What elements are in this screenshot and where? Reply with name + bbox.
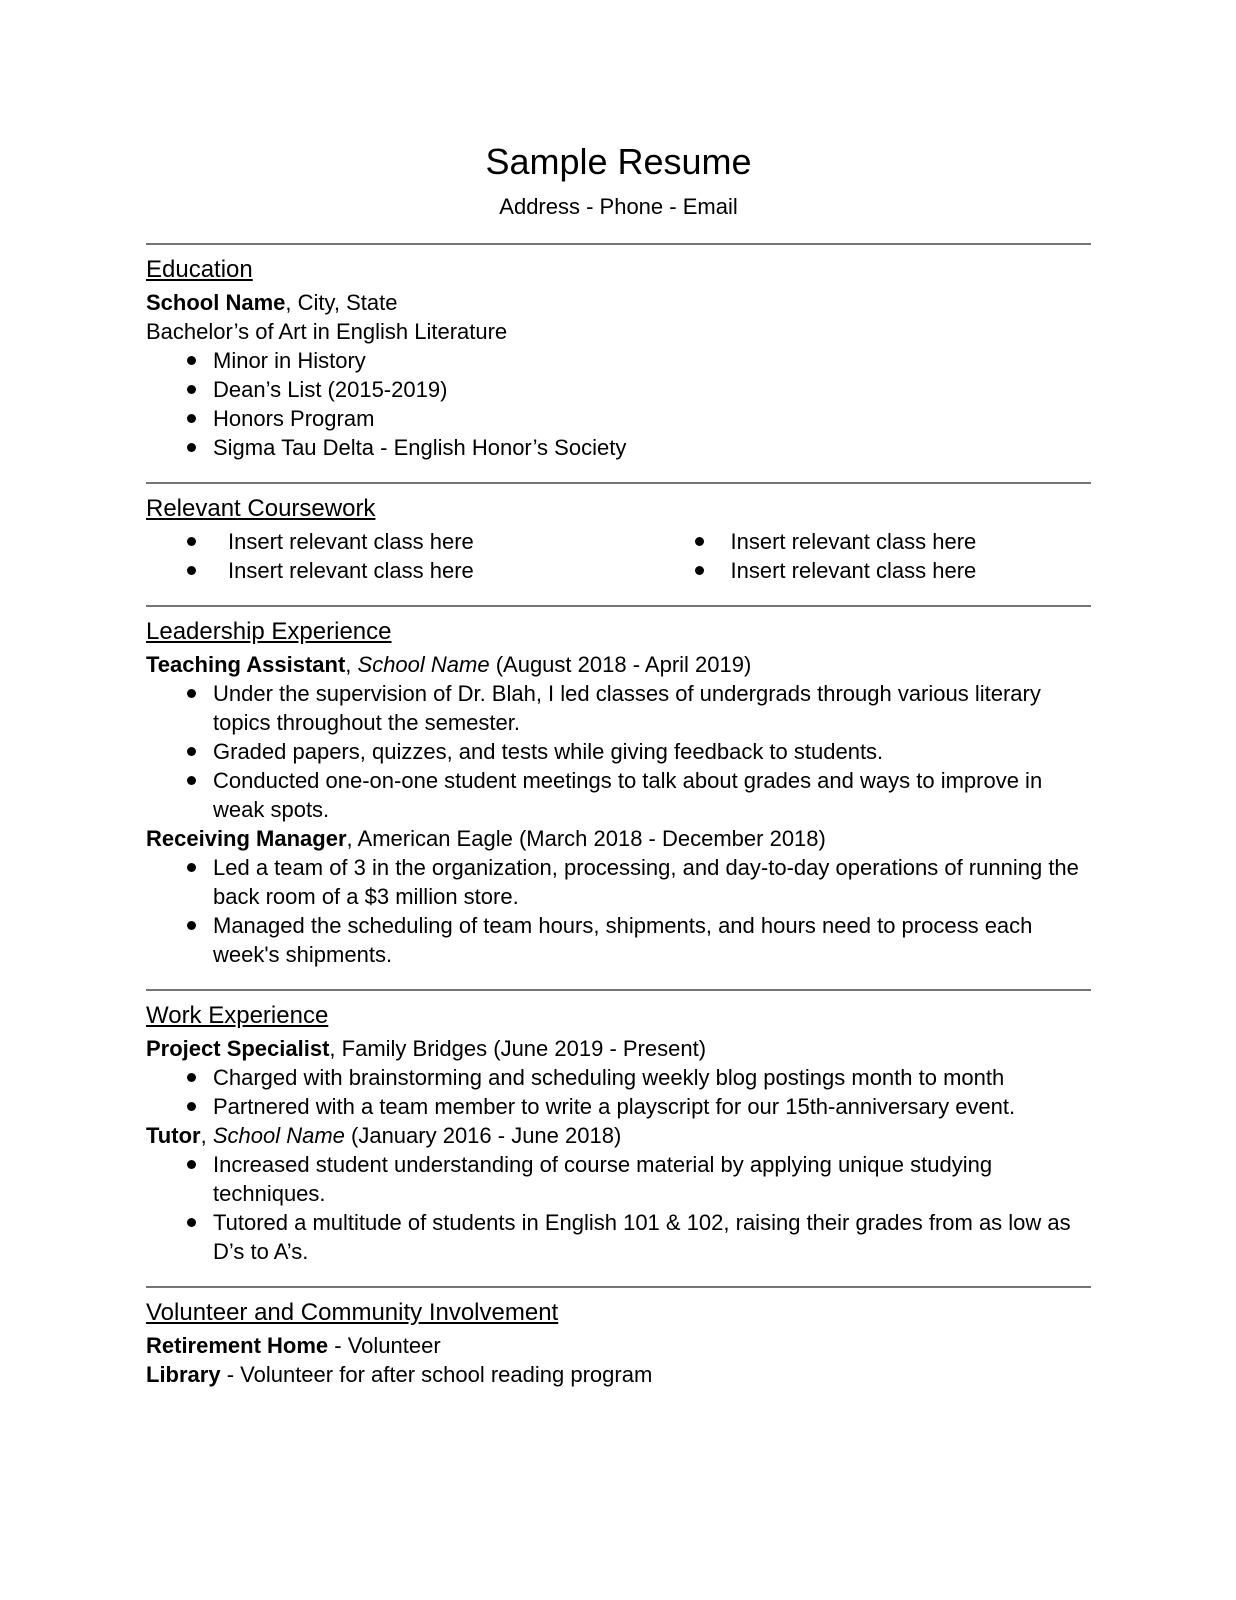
- tutor-bullet-list: [146, 1150, 1091, 1266]
- leadership-heading: Leadership Experience: [146, 618, 392, 645]
- list-item: Sigma Tau Delta - English Honor’s Society: [146, 433, 1091, 462]
- section-divider: [146, 243, 1091, 245]
- organization-date-text: , American Eagle (March 2018 - December 2018): [346, 826, 826, 851]
- organization-text: Retirement Home: [146, 1333, 329, 1358]
- list-item: Under the supervision of Dr. Blah, I led classes of undergrads through various literary topics throughout the semester.: [146, 679, 1091, 737]
- date-range-text: (January 2016 - June 2018): [344, 1123, 622, 1148]
- coursework-columns: [146, 527, 1091, 585]
- organization-text: School Name: [357, 652, 490, 677]
- work-heading: Work Experience: [146, 1002, 329, 1029]
- job-title-text: Receiving Manager: [146, 826, 347, 851]
- entry-title-tutor: [146, 1121, 1091, 1150]
- list-item: Honors Program: [146, 404, 1091, 433]
- list-item: Led a team of 3 in the organization, processing, and day-to-day operations of running the back room of a $3 million store.: [146, 853, 1091, 911]
- contact-line: Address - Phone - Email: [499, 194, 738, 219]
- list-item: Insert relevant class here: [619, 527, 1092, 556]
- list-item: Insert relevant class here: [146, 556, 619, 585]
- volunteer-heading: Volunteer and Community Involvement: [146, 1299, 559, 1326]
- list-item: Managed the scheduling of team hours, shipments, and hours need to process each week's shipments.: [146, 911, 1091, 969]
- job-title-text: Tutor: [146, 1123, 201, 1148]
- volunteer-line-retirement-home: [146, 1331, 1091, 1360]
- teaching-assistant-bullet-list: [146, 679, 1091, 824]
- education-school-line: [146, 288, 1091, 317]
- organization-date-text: , Family Bridges (June 2019 - Present): [329, 1036, 707, 1061]
- list-item: Insert relevant class here: [619, 556, 1092, 585]
- entry-title-teaching-assistant: [146, 650, 1091, 679]
- school-name-text: School Name: [146, 290, 286, 315]
- education-heading: Education: [146, 256, 253, 283]
- section-divider: [146, 482, 1091, 484]
- section-divider: [146, 1286, 1091, 1288]
- list-item: Dean’s List (2015-2019): [146, 375, 1091, 404]
- list-item: Conducted one-on-one student meetings to talk about grades and ways to improve in weak spots.: [146, 766, 1091, 824]
- separator-text: ,: [345, 652, 358, 677]
- section-leadership: [146, 616, 1091, 969]
- volunteer-line-library: [146, 1360, 1091, 1389]
- organization-text: School Name: [212, 1123, 345, 1148]
- coursework-column-left: [146, 527, 619, 585]
- role-text: - Volunteer: [328, 1333, 441, 1358]
- date-range-text: (August 2018 - April 2019): [489, 652, 752, 677]
- job-title-text: Teaching Assistant: [146, 652, 346, 677]
- section-education: [146, 254, 1091, 462]
- coursework-heading: Relevant Coursework: [146, 495, 376, 522]
- school-location-text: , City, State: [285, 290, 398, 315]
- entry-title-receiving-manager: [146, 824, 1091, 853]
- section-volunteer: [146, 1297, 1091, 1389]
- job-title-text: Project Specialist: [146, 1036, 330, 1061]
- list-item: Minor in History: [146, 346, 1091, 375]
- list-item: Charged with brainstorming and scheduling weekly blog postings month to month: [146, 1063, 1091, 1092]
- entry-title-project-specialist: [146, 1034, 1091, 1063]
- organization-text: Library: [146, 1362, 221, 1387]
- list-item: Tutored a multitude of students in English 101 & 102, raising their grades from as low as D’s to A’s.: [146, 1208, 1091, 1266]
- section-work: [146, 1000, 1091, 1266]
- role-text: - Volunteer for after school reading program: [220, 1362, 653, 1387]
- section-coursework: [146, 493, 1091, 585]
- list-item: Partnered with a team member to write a playscript for our 15th-anniversary event.: [146, 1092, 1091, 1121]
- list-item: Insert relevant class here: [146, 527, 619, 556]
- project-specialist-bullet-list: [146, 1063, 1091, 1121]
- separator-text: ,: [200, 1123, 213, 1148]
- list-item: Increased student understanding of course material by applying unique studying techniques.: [146, 1150, 1091, 1208]
- section-divider: [146, 989, 1091, 991]
- education-bullet-list: [146, 346, 1091, 462]
- coursework-column-right: [619, 527, 1092, 585]
- education-degree-line: Bachelor’s of Art in English Literature: [146, 319, 508, 344]
- receiving-manager-bullet-list: [146, 853, 1091, 969]
- section-divider: [146, 605, 1091, 607]
- list-item: Graded papers, quizzes, and tests while giving feedback to students.: [146, 737, 1091, 766]
- page-title: Sample Resume: [485, 141, 752, 182]
